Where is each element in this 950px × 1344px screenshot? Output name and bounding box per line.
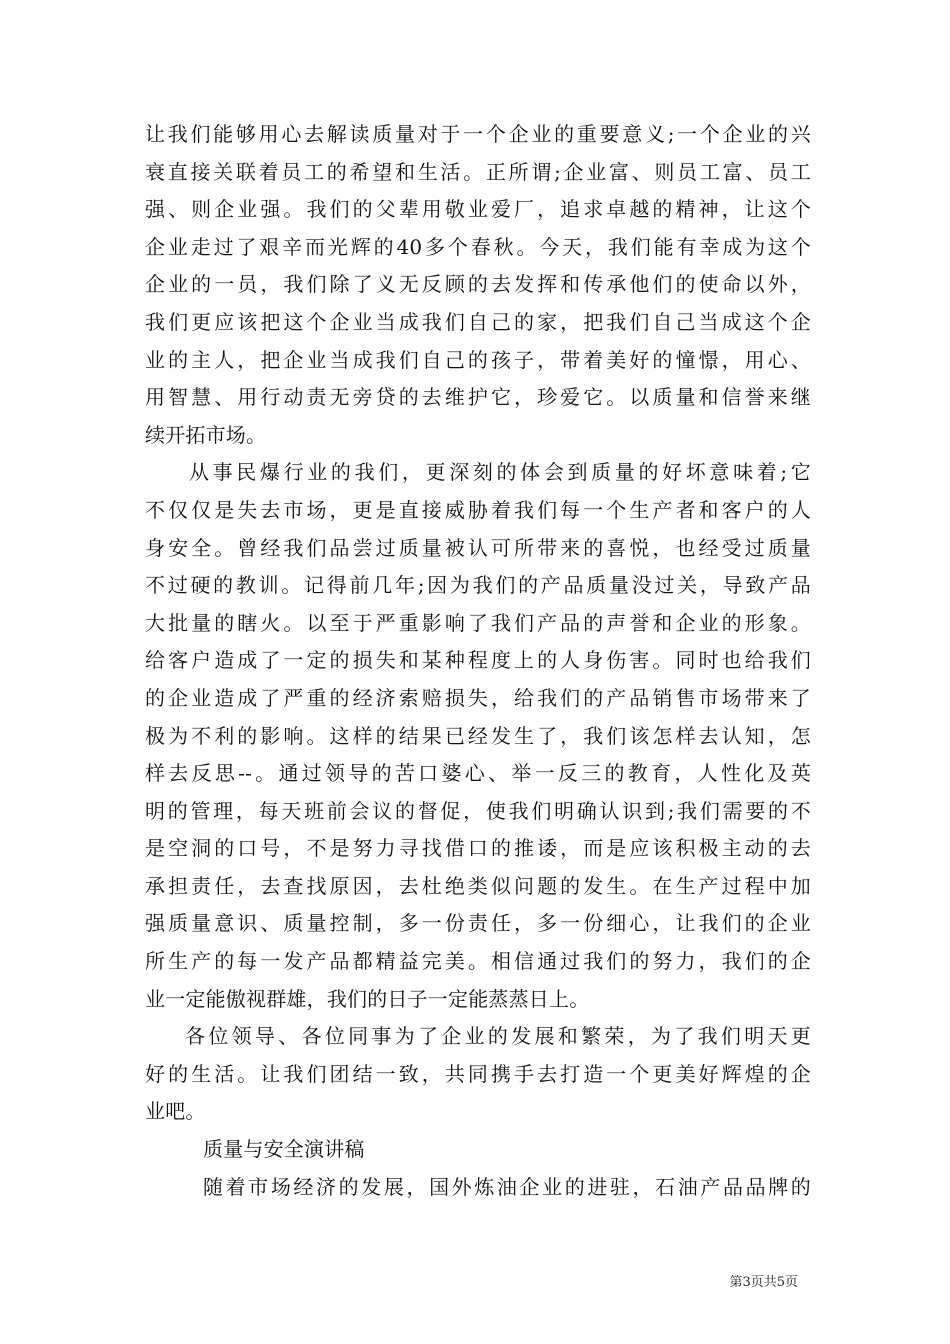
text-line: 让我们能够用心去解读质量对于一个企业的重要意义;一个企业的兴 bbox=[145, 122, 811, 146]
section-title: 质量与安全演讲稿 bbox=[203, 1137, 365, 1162]
text-line: 承担责任，去查找原因，去杜绝类似问题的发生。在生产过程中加 bbox=[145, 873, 811, 898]
paragraph-start-line: 随着市场经济的发展，国外炼油企业的进驻，石油产品品牌的 bbox=[203, 1174, 811, 1199]
text-line: 业一定能傲视群雄，我们的日子一定能蒸蒸日上。 bbox=[145, 986, 590, 1011]
paragraph-start-line: 从事民爆行业的我们，更深刻的体会到质量的好坏意味着;它 bbox=[189, 460, 811, 485]
body-text bbox=[145, 116, 811, 1206]
text-line: 极为不利的影响。这样的结果已经发生了，我们该怎样去认知，怎 bbox=[145, 723, 811, 748]
text-line: 业吧。 bbox=[145, 1099, 206, 1124]
text-line: 是空洞的口号，不是努力寻找借口的推诿，而是应该积极主动的去 bbox=[145, 836, 811, 861]
text-line: 企业走过了艰辛而光辉的40多个春秋。今天，我们能有幸成为这个 bbox=[145, 234, 811, 259]
text-line: 不过硬的教训。记得前几年;因为我们的产品质量没过关，导致产品 bbox=[145, 573, 811, 598]
text-line: 大批量的瞎火。以至于严重影响了我们产品的声誉和企业的形象。 bbox=[145, 610, 811, 635]
text-line: 续开拓市场。 bbox=[145, 422, 267, 447]
text-line: 样去反思--。通过领导的苦口婆心、举一反三的教育，人性化及英 bbox=[145, 761, 811, 786]
text-line: 明的管理，每天班前会议的督促，使我们明确认识到;我们需要的不 bbox=[145, 798, 811, 823]
text-line: 业的主人，把企业当成我们自己的孩子，带着美好的憧憬，用心、 bbox=[145, 347, 811, 372]
text-line: 强、则企业强。我们的父辈用敬业爱厂，追求卓越的精神，让这个 bbox=[145, 197, 811, 222]
text-line: 好的生活。让我们团结一致，共同携手去打造一个更美好辉煌的企 bbox=[145, 1061, 811, 1086]
page-number-footer: 第3页共5页 bbox=[729, 1275, 798, 1290]
text-line: 衰直接关联着员工的希望和生活。正所谓;企业富、则员工富、员工 bbox=[145, 159, 811, 184]
text-line: 强质量意识、质量控制，多一份责任，多一份细心，让我们的企业 bbox=[145, 911, 811, 936]
text-line: 企业的一员，我们除了义无反顾的去发挥和传承他们的使命以外， bbox=[145, 272, 811, 297]
paragraph-start-line: 各位领导、各位同事为了企业的发展和繁荣，为了我们明天更 bbox=[185, 1024, 811, 1049]
text-line: 我们更应该把这个企业当成我们自己的家，把我们自己当成这个企 bbox=[145, 309, 811, 334]
text-line: 用智慧、用行动责无旁贷的去维护它，珍爱它。以质量和信誉来继 bbox=[145, 385, 811, 410]
text-line: 所生产的每一发产品都精益完美。相信通过我们的努力，我们的企 bbox=[145, 949, 811, 974]
text-line: 不仅仅是失去市场，更是直接威胁着我们每一个生产者和客户的人 bbox=[145, 497, 811, 522]
text-line: 的企业造成了严重的经济索赔损失，给我们的产品销售市场带来了 bbox=[145, 685, 811, 710]
text-line: 身安全。曾经我们品尝过质量被认可所带来的喜悦，也经受过质量 bbox=[145, 535, 811, 560]
text-line: 给客户造成了一定的损失和某种程度上的人身伤害。同时也给我们 bbox=[145, 648, 811, 673]
